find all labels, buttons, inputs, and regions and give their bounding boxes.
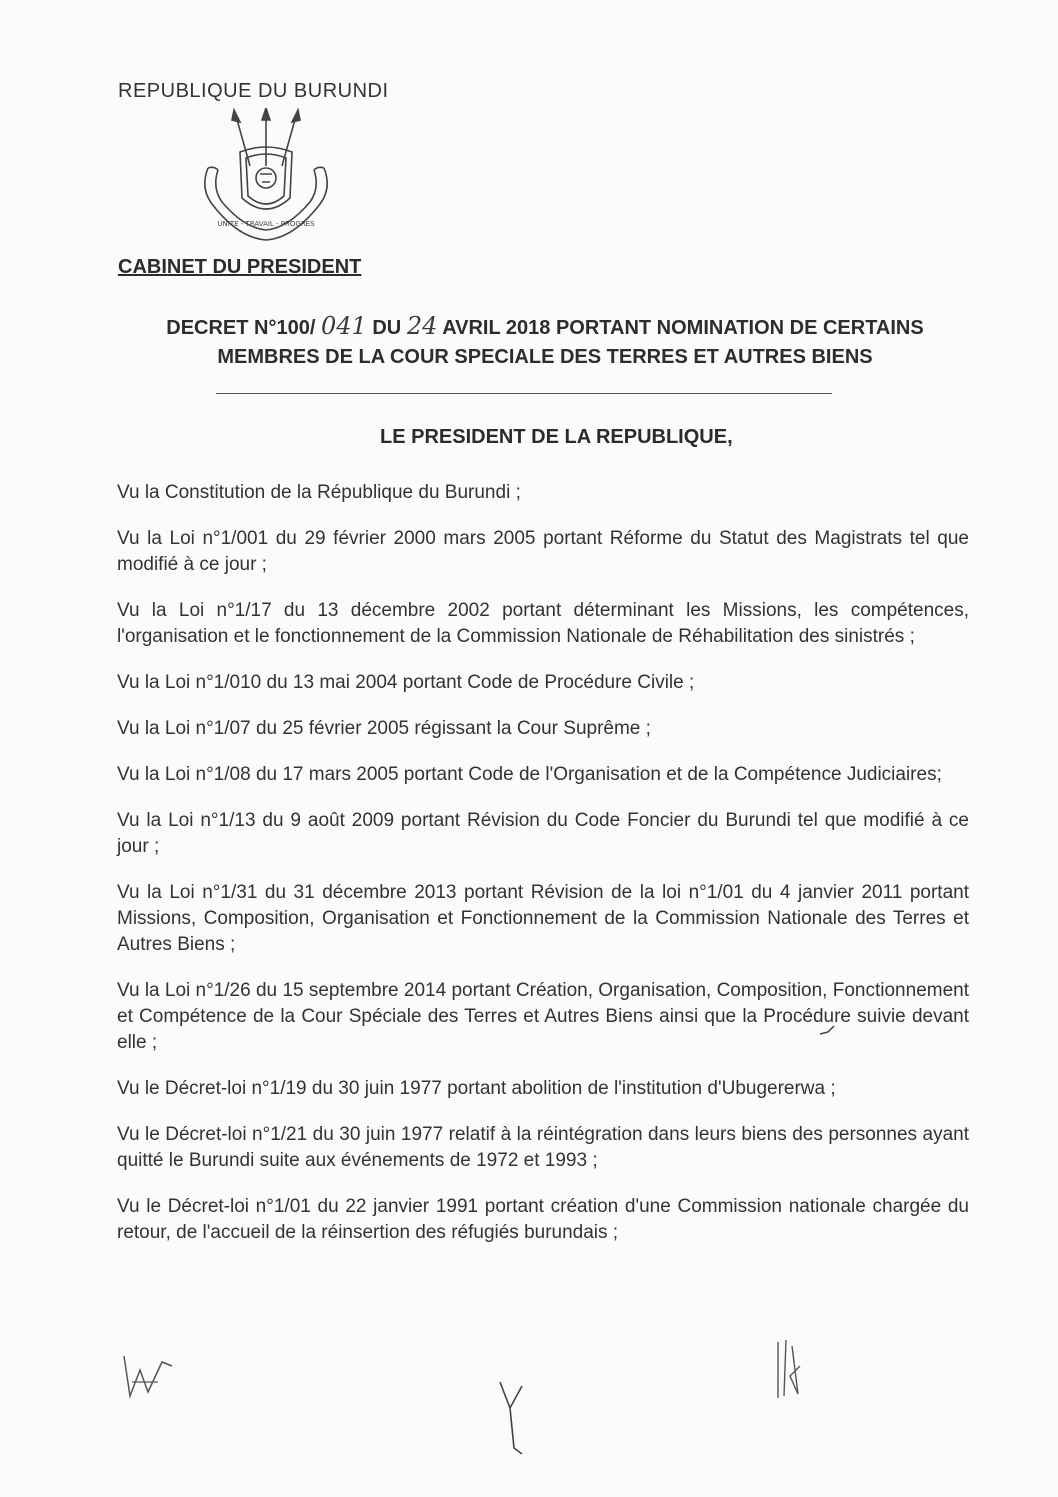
decree-title-line1 <box>105 312 985 343</box>
consideration-item: Vu la Loi n°1/010 du 13 mai 2004 portant Code de Procédure Civile ; <box>117 672 695 693</box>
initials-mark-center <box>492 1378 532 1458</box>
decree-prefix: DECRET N°100/ <box>166 317 316 339</box>
initials-mark-right <box>768 1336 808 1406</box>
consideration-item: Vu le Décret-loi n°1/01 du 22 janvier 1991 portant création d'une Commission nationale chargée du retour, de l'accueil de la réinsertion des réfugiés burundais ; <box>117 1196 969 1243</box>
president-heading: LE PRESIDENT DE LA REPUBLIQUE, <box>380 426 733 448</box>
consideration-item: Vu la Loi n°1/31 du 31 décembre 2013 portant Révision de la loi n°1/01 du 4 janvier 2011 portant Missions, Composition, Organisation et Fonctionnement de la Commission Nationale des Terres et Autres Biens ; <box>117 882 969 955</box>
consideration-item: Vu la Loi n°1/001 du 29 février 2000 mars 2005 portant Réforme du Statut des Magistrats tel que modifié à ce jour ; <box>117 528 969 575</box>
consideration-item: Vu la Loi n°1/08 du 17 mars 2005 portant Code de l'Organisation et de la Compétence Judiciaires; <box>117 764 942 785</box>
decree-title <box>105 312 985 372</box>
consideration-item: Vu la Loi n°1/17 du 13 décembre 2002 portant déterminant les Missions, les compétences, l'organisation et le fonctionnement de la Commission Nationale de Réhabilitation des sinistrés ; <box>117 600 969 647</box>
coat-of-arms-emblem <box>198 108 334 250</box>
ink-speck-mark <box>818 1024 836 1040</box>
considerations-list <box>117 480 969 1266</box>
consideration-item: Vu la Constitution de la République du Burundi ; <box>117 482 521 503</box>
consideration-item: Vu le Décret-loi n°1/19 du 30 juin 1977 portant abolition de l'institution d'Ubugererwa ; <box>117 1078 836 1099</box>
consideration-item: Vu le Décret-loi n°1/21 du 30 juin 1977 relatif à la réintégration dans leurs biens des personnes ayant quitté le Burundi suite aux événements de 1972 et 1993 ; <box>117 1124 969 1171</box>
title-divider <box>216 393 832 394</box>
cabinet-header: CABINET DU PRESIDENT <box>118 256 362 278</box>
consideration-item: Vu la Loi n°1/13 du 9 août 2009 portant Révision du Code Foncier du Burundi tel que modifié à ce jour ; <box>117 810 969 857</box>
decree-title-rest: AVRIL 2018 PORTANT NOMINATION DE CERTAINS <box>442 317 924 339</box>
decree-number-handwritten: 041 <box>320 312 367 340</box>
decree-day-handwritten: 24 <box>406 312 438 340</box>
emblem-motto: UNITE - TRAVAIL - PROGRES <box>217 220 315 228</box>
decree-du: DU <box>372 317 402 339</box>
consideration-item: Vu la Loi n°1/07 du 25 février 2005 régissant la Cour Suprême ; <box>117 718 651 739</box>
consideration-item: Vu la Loi n°1/26 du 15 septembre 2014 portant Création, Organisation, Composition, Fonctionnement et Compétence de la Cour Spéciale des Terres et Autres Biens ainsi que la Procédure suivie devant elle ; <box>117 980 969 1053</box>
initials-mark-left <box>118 1352 178 1412</box>
decree-title-line2: MEMBRES DE LA COUR SPECIALE DES TERRES ET AUTRES BIENS <box>217 346 873 368</box>
republic-header: REPUBLIQUE DU BURUNDI <box>118 80 389 102</box>
